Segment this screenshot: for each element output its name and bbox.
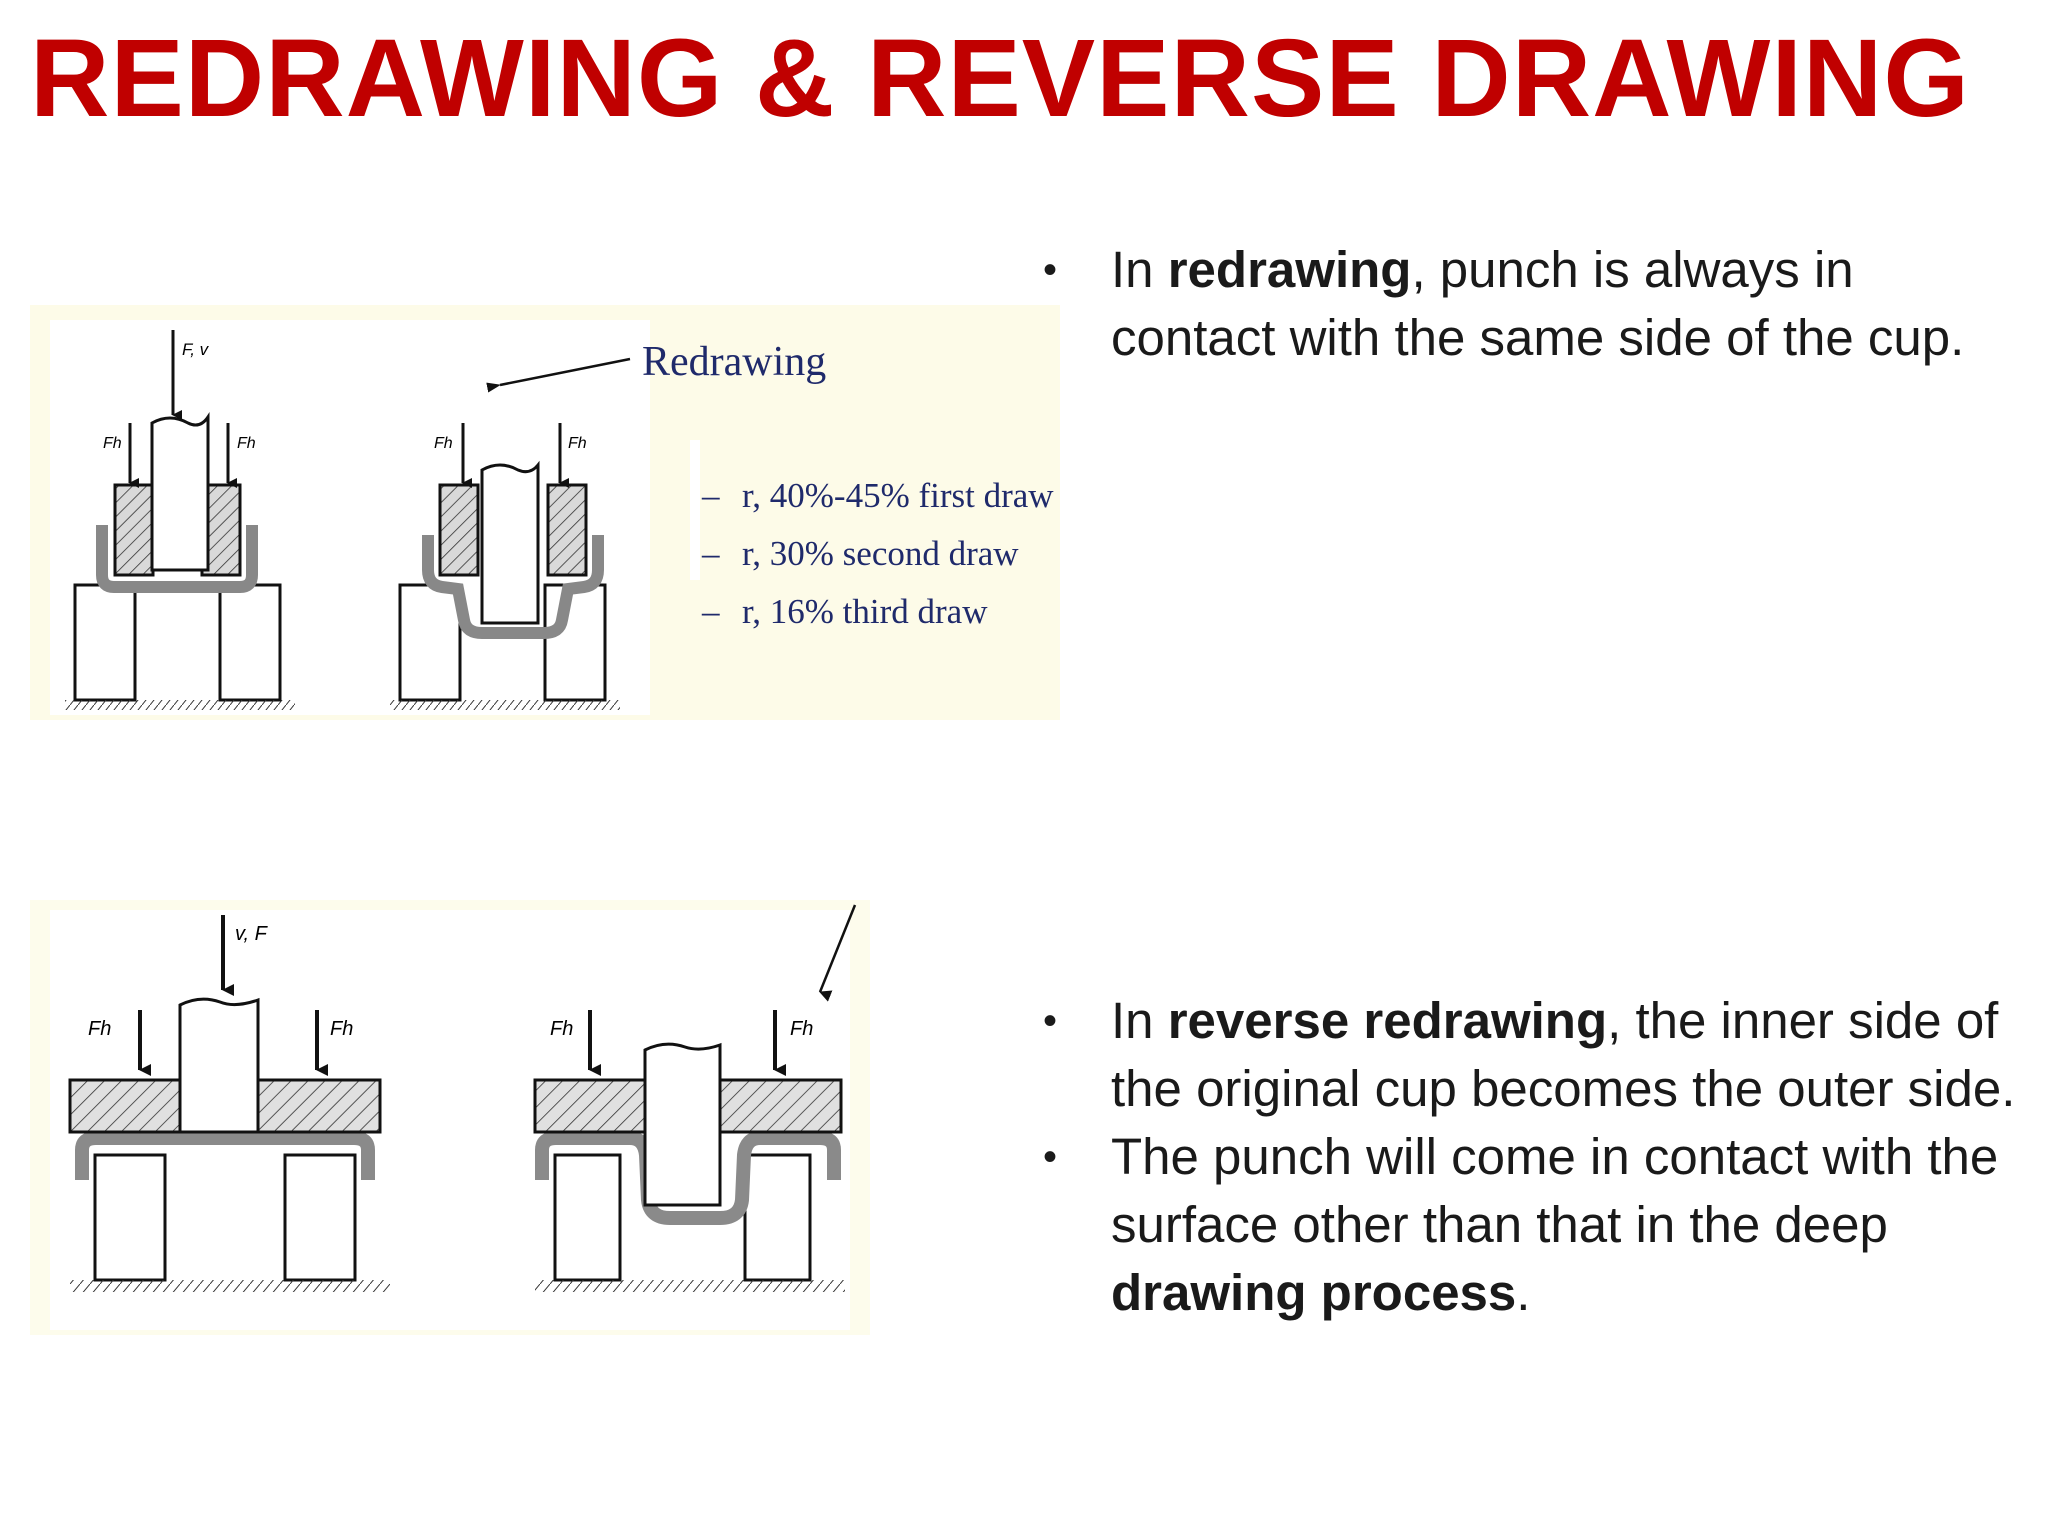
bullet-reverse-redrawing [1035, 987, 2025, 1123]
ratio-item-1: r, 40%-45% first draw [742, 476, 1054, 515]
hold-force-label-right: Fh [237, 435, 256, 452]
reverse-redrawing-figure [30, 900, 870, 1335]
redrawing-callout-label: Redrawing [642, 339, 827, 385]
hold-force-label-bottom-right-2: Fh [790, 1018, 814, 1040]
bullet-text-pre: The punch will come in contact with the surface other than that in the deep [1111, 1128, 1999, 1253]
bullet-redrawing [1035, 236, 2025, 372]
bullet-text-post: , the inner side of the original cup becomes the outer side. [1111, 992, 2016, 1117]
bullet-glyph: • [1043, 1135, 1058, 1179]
ground-hatch-bottom-left [70, 1280, 390, 1292]
ratio-dash-2: – [702, 534, 720, 573]
bullet-glyph: • [1043, 248, 1058, 292]
hold-force-label-bottom-right: Fh [330, 1018, 354, 1040]
punch-force-label: F, v [182, 340, 209, 359]
ratio-dash-3: – [702, 592, 720, 631]
bullet-text-bold: redrawing [1167, 241, 1412, 298]
bullet-glyph: • [1043, 999, 1058, 1043]
reverse-redrawing-bullets [1035, 987, 2025, 1327]
redrawing-figure [30, 305, 1060, 725]
ratio-dash-1: – [702, 476, 720, 515]
bullet-text-pre: In [1111, 992, 1168, 1049]
ratio-item-2: r, 30% second draw [742, 534, 1019, 573]
hold-force-label-bottom-left-2: Fh [550, 1018, 574, 1040]
slide-title: REDRAWING & REVERSE DRAWING [30, 17, 1970, 140]
ratio-item-3: r, 16% third draw [742, 592, 988, 631]
bullet-text-post: , punch is always in contact with the same side of the cup. [1111, 241, 1965, 366]
bullet-text-pre: In [1111, 241, 1168, 298]
ground-hatch-bottom-right [535, 1280, 845, 1292]
hold-force-label-right-2: Fh [568, 435, 587, 452]
ground-hatch [65, 700, 295, 710]
hold-force-label-left-2: Fh [434, 435, 453, 452]
bullet-text-bold: drawing process [1111, 1264, 1517, 1321]
ground-hatch-right [390, 700, 620, 710]
hold-force-label-left: Fh [103, 435, 122, 452]
bullet-punch-contact [1035, 1123, 2025, 1327]
punch-force-label-bottom: v, F [235, 923, 267, 945]
hold-force-label-bottom-left: Fh [88, 1018, 112, 1040]
bullet-text-bold: reverse redrawing [1167, 992, 1608, 1049]
redrawing-bullets [1035, 236, 2025, 372]
bullet-text-post: . [1516, 1264, 1531, 1321]
